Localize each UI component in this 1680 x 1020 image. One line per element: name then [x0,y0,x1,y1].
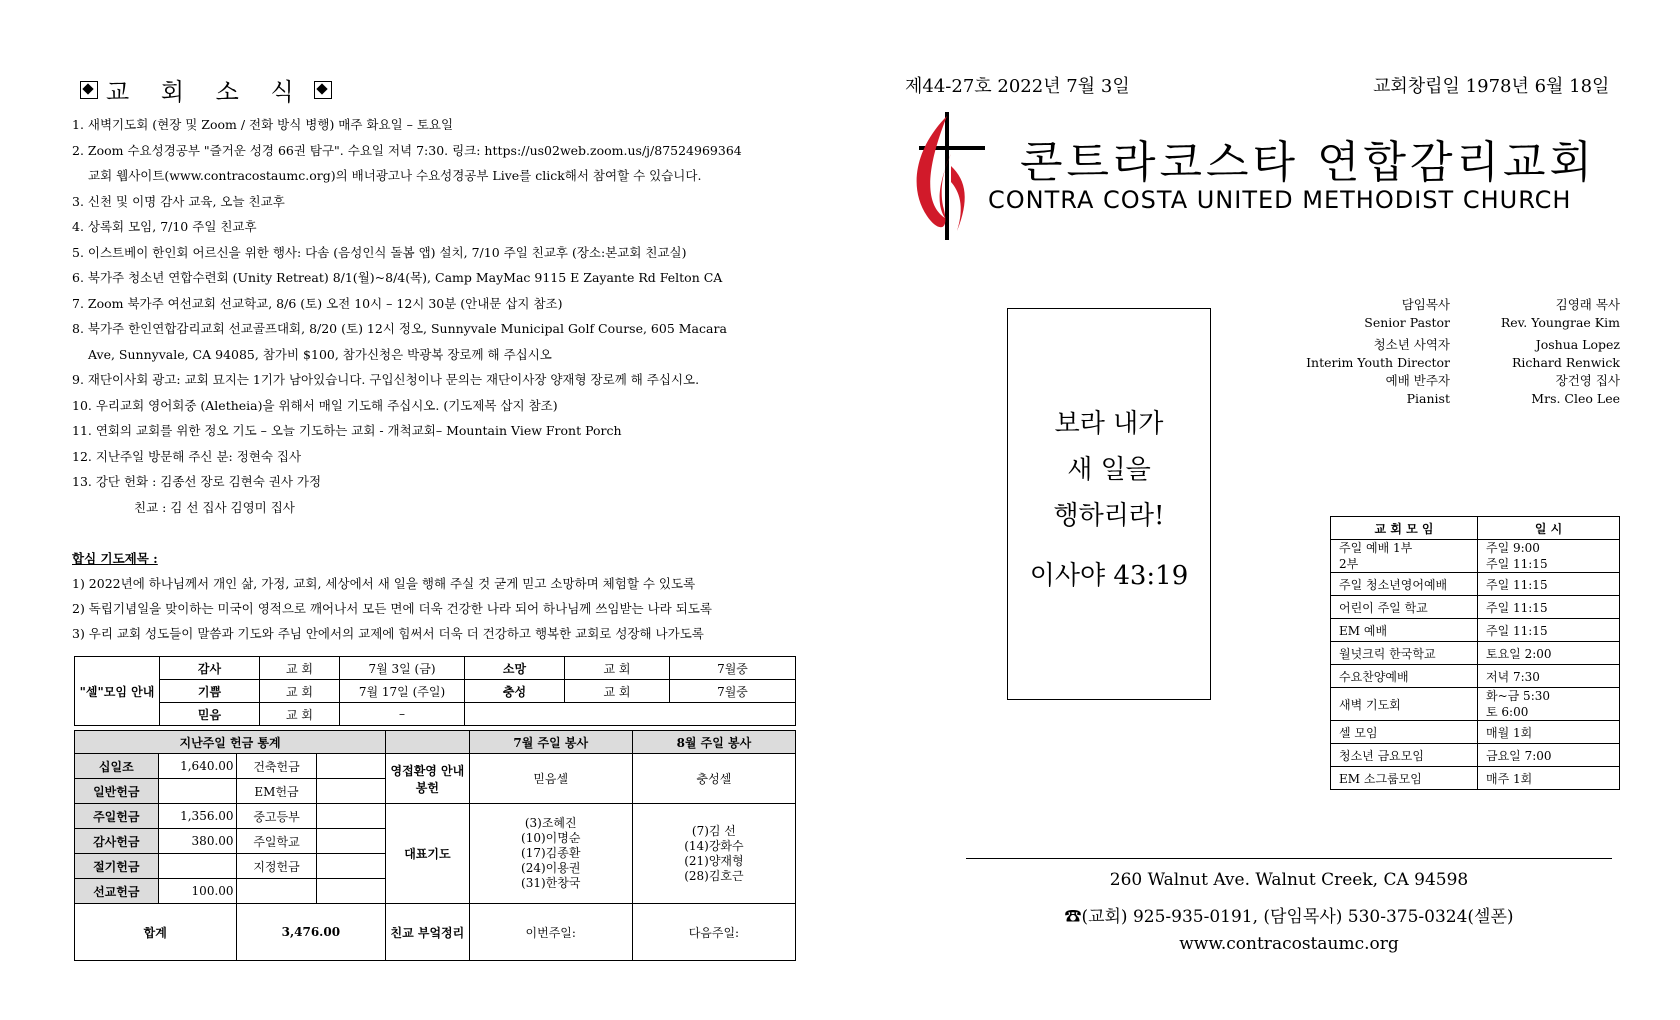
cell-name: 충성 [465,680,565,703]
news-item: 6. 북가주 청소년 연합수련회 (Unity Retreat) 8/1(월)~8/4(목), Camp MayMac 9115 E Zayante Rd Felton CA [72,270,723,285]
cell-place: 교 회 [565,680,670,703]
news-list [72,112,812,520]
schedule-time: 금요일 7:00 [1478,744,1620,767]
greet-aug: 충성셀 [632,754,795,804]
offering-table [74,730,796,961]
july-service-head: 7월 주일 봉사 [469,731,632,754]
offering-value [317,854,386,879]
pray-name: (14)강화수 [684,838,744,853]
cell-place: 교 회 [260,680,340,703]
offering-label: 절기헌금 [75,854,159,879]
news-item: 9. 재단이사회 광고: 교회 묘지는 1기가 남아있습니다. 구입신청이나 문의는 재단이사장 양재형 장로께 해 주십시오. [72,372,700,387]
schedule-time: 매주 1회 [1478,767,1620,790]
church-address: 260 Walnut Ave. Walnut Creek, CA 94598 [1109,870,1469,890]
staff-role: 예배 반주자 [1385,373,1450,388]
news-item: 교회 웹사이트(www.contracostaumc.org)의 배너광고나 수요성경공부 Live를 click해서 참여할 수 있습니다. [88,168,702,183]
offering-value: 380.00 [158,829,236,854]
offering-value: 1,640.00 [158,754,236,779]
news-item: 1. 새벽기도회 (현장 및 Zoom / 전화 방식 병행) 매주 화요일 – 토요일 [72,117,454,132]
staff-role: Senior Pastor [1364,315,1450,330]
news-item: 4. 상록회 모임, 7/10 주일 친교후 [72,219,257,234]
cell-name: 믿음 [160,703,260,726]
fellowship-aug: 다음주일: [632,904,795,961]
divider [966,858,1612,859]
pray-name: (24)이용권 [521,861,581,875]
offering-label: 감사헌금 [75,829,159,854]
news-title-text: 교 회 소 식 [106,78,306,106]
news-item: 친교 : 김 선 집사 김영미 집사 [134,499,295,515]
schedule-time: 화~금 5:30 토 6:00 [1478,688,1620,721]
offering-label: 건축헌금 [236,754,317,779]
pray-name: (28)김호근 [684,868,744,883]
news-item: 8. 북가주 한인연합감리교회 선교골프대회, 8/20 (토) 12시 정오, Sunnyvale Municipal Golf Course, 605 Macara [72,321,727,336]
staff-name: Joshua Lopez [1535,337,1620,352]
pray-name: (3)조혜진 [524,816,577,830]
cell-head: "셀"모임 안내 [75,657,160,726]
issue-date: 제44-27호 2022년 7월 3일 [905,76,1130,97]
empty-cell [386,731,470,754]
schedule-time: 주일 11:15 [1478,573,1620,596]
schedule-event: 주일 예배 1부 2부 [1331,540,1478,573]
diamond-bullet-icon [80,81,98,99]
verse-line: 새 일을 [1067,455,1151,485]
schedule-event: 주일 청소년영어예배 [1331,573,1478,596]
staff-row [1300,336,1620,354]
verse-line: 행하리라! [1053,501,1165,531]
offering-label [236,879,317,904]
cell-date: – [340,703,465,726]
offering-label: 중고등부 [236,804,317,829]
offering-label: 일반헌금 [75,779,159,804]
schedule-time: 주일 11:15 [1478,619,1620,642]
fellowship-label: 친교 부엌정리 [386,904,470,961]
schedule-event: 어린이 주일 학교 [1331,596,1478,619]
offering-label: 선교헌금 [75,879,159,904]
prayer-item: 2) 독립기념일을 맞이하는 미국이 영적으로 깨어나서 모든 면에 더욱 건강한 나라 되어 하나님께 쓰임받는 나라 되도록 [72,601,712,616]
offering-label: 주일헌금 [75,804,159,829]
staff-role: 담임목사 [1401,297,1450,312]
offering-value [317,829,386,854]
schedule-event: EM 예배 [1331,619,1478,642]
aug-service-head: 8월 주일 봉사 [632,731,795,754]
staff-name: 장건영 집사 [1555,373,1620,388]
pray-name: (17)김종환 [521,846,581,860]
cell-date: 7월 17일 (주일) [340,680,465,703]
staff-row [1300,372,1620,390]
news-title [72,72,340,107]
staff-role: 청소년 사역자 [1373,337,1450,352]
church-phone: ☎(교회) 925-935-0191, (담임목사) 530-375-0324(셀폰) [1064,907,1514,927]
church-name-korean: 콘트라코스타 연합감리교회 [1020,137,1597,188]
staff-row [1300,296,1620,314]
news-item: 11. 연회의 교회를 위한 정오 기도 – 오늘 기도하는 교회 - 개척교회– Mountain View Front Porch [72,423,622,438]
total-value: 3,476.00 [236,904,386,961]
schedule-table [1330,516,1620,790]
prayer-item: 1) 2022년에 하나님께서 개인 삶, 가정, 교회, 세상에서 새 일을 행해 주실 것 굳게 믿고 소망하며 체험할 수 있도록 [72,576,696,591]
diamond-bullet-icon [314,81,332,99]
schedule-event: EM 소그룹모임 [1331,767,1478,790]
verse-box [1007,308,1211,700]
prayer-section [72,546,812,646]
staff-name: Rev. Youngrae Kim [1500,315,1620,330]
total-label: 합계 [75,904,237,961]
schedule-time: 저녁 7:30 [1478,665,1620,688]
cell-date: 7월중 [670,680,796,703]
offering-label: 십일조 [75,754,159,779]
church-name-english: CONTRA COSTA UNITED METHODIST CHURCH [988,186,1572,214]
schedule-time: 매월 1회 [1478,721,1620,744]
staff-row [1300,314,1620,332]
schedule-time: 토요일 2:00 [1478,642,1620,665]
cell-name: 소망 [465,657,565,680]
offering-value: 100.00 [158,879,236,904]
greet-july: 믿음셀 [469,754,632,804]
schedule-event: 월넛크릭 한국학교 [1331,642,1478,665]
schedule-event: 수요찬양예배 [1331,665,1478,688]
offering-value [317,879,386,904]
pray-aug [632,804,795,904]
offering-value [317,804,386,829]
news-item: 2. Zoom 수요성경공부 "즐거운 성경 66권 탐구". 수요일 저녁 7:30. 링크: https://us02web.zoom.us/j/87524969364 [72,142,742,158]
offering-value [158,779,236,804]
offering-value [317,779,386,804]
staff-role: Pianist [1406,391,1450,406]
news-item: 5. 이스트베이 한인회 어르신을 위한 행사: 다솜 (음성인식 돌봄 앱) 설치, 7/10 주일 친교후 (장소:본교회 친교실) [72,244,687,260]
church-website[interactable]: www.contracostaumc.org [1179,934,1399,954]
news-item: 7. Zoom 북가주 여선교회 선교학교, 8/6 (토) 오전 10시 – 12시 30분 (안내문 삽지 참조) [72,295,563,311]
cell-date: 7월 3일 (금) [340,657,465,680]
greet-label: 영접환영 안내봉헌 [386,754,470,804]
cell-date: 7월중 [670,657,796,680]
staff-name: 김영래 목사 [1555,297,1620,312]
staff-name: Richard Renwick [1512,355,1620,370]
verse-line: 보라 내가 [1054,409,1164,439]
news-item: 10. 우리교회 영어회중 (Aletheia)을 위해서 매일 기도해 주십시오. (기도제목 삽지 참조) [72,397,558,413]
cell-place: 교 회 [260,657,340,680]
staff-row [1300,390,1620,408]
cell-name: 감사 [160,657,260,680]
schedule-event: 셀 모임 [1331,721,1478,744]
staff-list [1300,296,1620,408]
cell-place: 교 회 [260,703,340,726]
verse-reference: 이사야 43:19 [1029,561,1189,591]
pray-name: (7)김 선 [691,823,736,838]
news-item: 12. 지난주일 방문해 주신 분: 정현숙 집사 [72,448,302,464]
offering-value [317,754,386,779]
offering-label: EM헌금 [236,779,317,804]
fellowship-july: 이번주일: [469,904,632,961]
schedule-head: 일 시 [1478,517,1620,540]
cell-name: 기쁨 [160,680,260,703]
prayer-item: 3) 우리 교회 성도들이 말씀과 기도와 주님 안에서의 교제에 힘써서 더욱 더 건강하고 행복한 교회로 성장해 나가도록 [72,626,704,641]
news-item: Ave, Sunnyvale, CA 94085, 참가비 $100, 참가신청은 박광복 장로께 해 주십시오 [88,346,552,362]
offering-label: 주일학교 [236,829,317,854]
pray-label: 대표기도 [386,804,470,904]
schedule-event: 청소년 금요모임 [1331,744,1478,767]
schedule-head: 교 회 모 임 [1331,517,1478,540]
schedule-time: 주일 11:15 [1478,596,1620,619]
schedule-time: 주일 9:00 주일 11:15 [1478,540,1620,573]
offering-head: 지난주일 헌금 통계 [75,731,386,754]
staff-role: Interim Youth Director [1306,355,1450,370]
offering-value [158,854,236,879]
prayer-title: 합심 기도제목 : [72,551,158,566]
offering-label: 지정헌금 [236,854,317,879]
pray-july [469,804,632,904]
schedule-event: 새벽 기도회 [1331,688,1478,721]
cross-flame-logo-icon [907,106,987,246]
staff-name: Mrs. Cleo Lee [1531,391,1620,406]
pray-name: (21)양재형 [684,853,744,868]
news-item: 13. 강단 헌화 : 김종선 장로 김현숙 권사 가정 [72,474,322,489]
staff-row [1300,354,1620,372]
cell-place: 교 회 [565,657,670,680]
pray-name: (31)한창국 [521,876,581,890]
offering-value: 1,356.00 [158,804,236,829]
pray-name: (10)이명순 [521,831,581,845]
empty-cell [465,703,796,726]
cell-group-table [74,656,796,726]
news-item: 3. 신천 및 이명 감사 교육, 오늘 친교후 [72,193,285,209]
verse-text [1008,401,1210,539]
founded-date: 교회창립일 1978년 6월 18일 [1373,76,1610,97]
